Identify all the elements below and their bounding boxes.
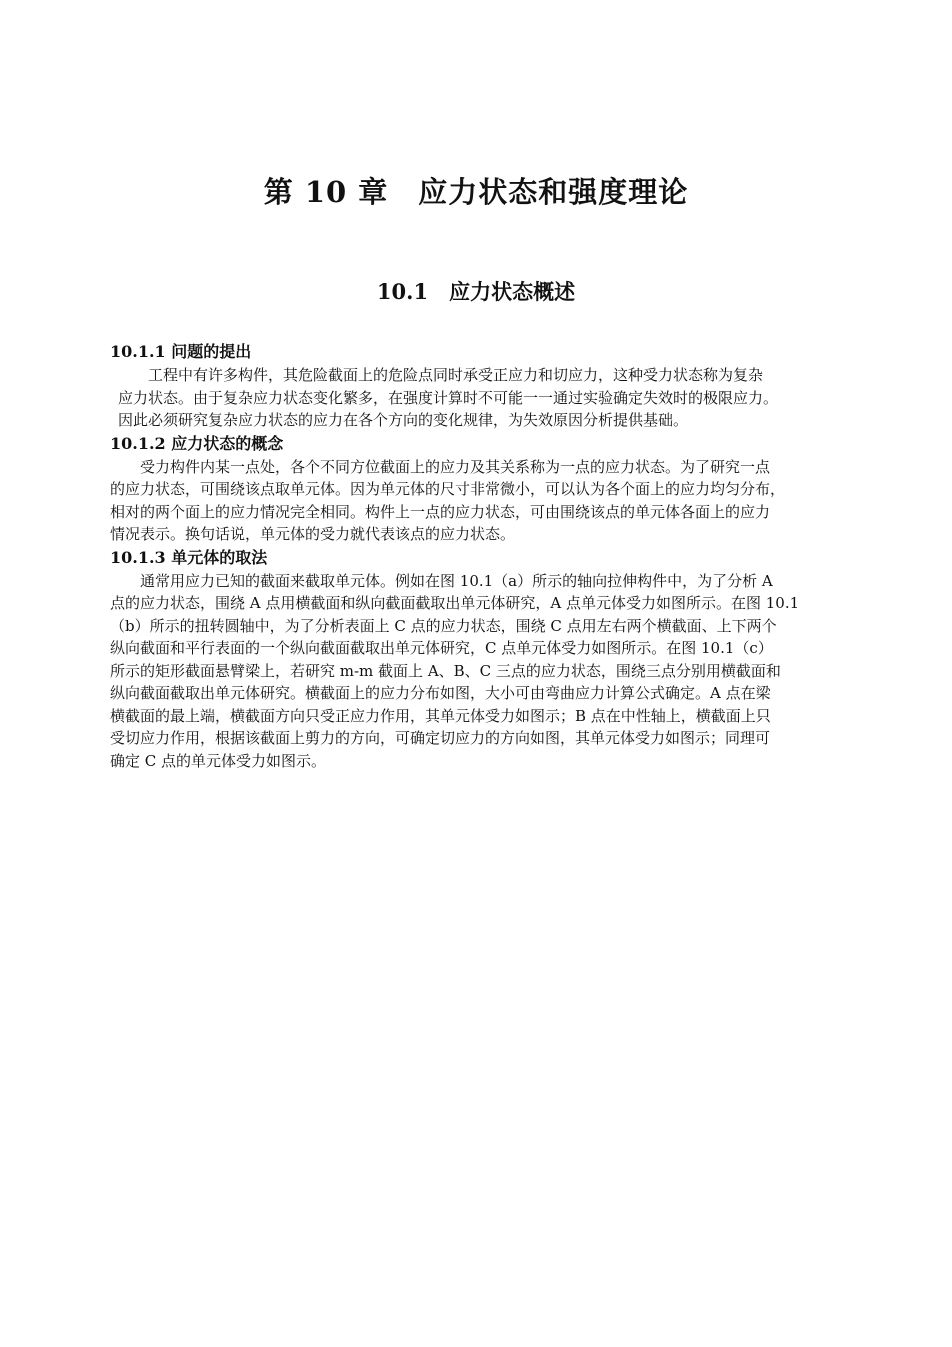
paragraph-10-1-3: 通常用应力已知的截面来截取单元体。例如在图 10.1（a）所示的轴向拉伸构件中，为了分析 A 点的应力状态，围绕 A 点用横截面和纵向截面截取出单元体研究，A 点单元体受力如图所示。在图 10.1 （b）所示的扭转圆轴中，为了分析表面上 C 点的应力状态，围绕 C 点用左右两个横截面、上下两个 纵向截面和平行表面的一个纵向截面截取出单元体研究，C 点单元体受力如图所示。在图 10.1（c） 所示的矩形截面悬臂梁上，若研究 m-m 截面上 A、B、C 三点的应力状态，围绕三点分别用横截面和 纵向截面截取出单元体研究。横截面上的应力分布如图，大小可由弯曲应力计算公式确定。A 点在梁 横截面的最上端，横截面方向只受正应力作用，其单元体受力如图示；B 点在中性轴上，横截面上只 受切应力作用，根据该截面上剪力的方向，可确定切应力的方向如图，其单元体受力如图示；同理可 确定 C 点的单元体受力如图示。 (110, 571, 800, 770)
subsection-heading-10-1-2: 10.1.2 应力状态的概念 (110, 433, 284, 453)
paragraph-10-1-2: 受力构件内某一点处，各个不同方位截面上的应力及其关系称为一点的应力状态。为了研究一点 的应力状态，可围绕该点取单元体。因为单元体的尺寸非常微小，可以认为各个面上的应力均匀分布， 相对的两个面上的应力情况完全相同。构件上一点的应力状态，可由围绕该点的单元体各面上的应力 情况表示。换句话说，单元体的受力就代表该点的应力状态。 (110, 457, 786, 543)
subsection-heading-10-1-1: 10.1.1 问题的提出 (110, 342, 252, 361)
paragraph-10-1-1: 工程中有许多构件，其危险截面上的危险点同时承受正应力和切应力，这种受力状态称为复杂 应力状态。由于复杂应力状态变化繁多，在强度计算时不可能一一通过实验确定失效时的极限应力。 因此必须研究复杂应力状态的应力在各个方向的变化规律，为失效原因分析提供基础。 (118, 366, 779, 429)
section-body (110, 340, 846, 772)
subsection-heading-10-1-3: 10.1.3 单元体的取法 (110, 547, 268, 567)
chapter-title: 第 10 章 应力状态和强度理论 (263, 175, 689, 209)
section-title: 10.1 应力状态概述 (376, 279, 576, 304)
